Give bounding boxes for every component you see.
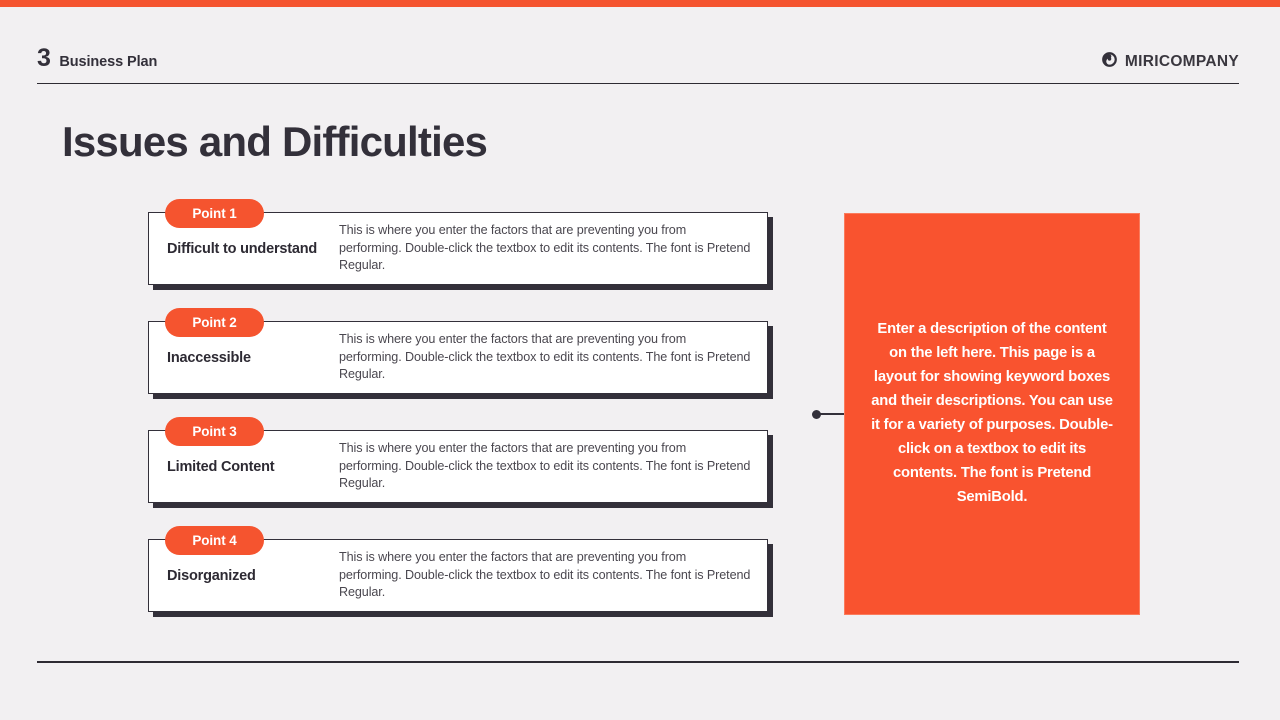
point-description: This is where you enter the factors that are preventing you from performing. Double-click the textbox to edit its contents. The font is Pretend Regular. bbox=[339, 550, 751, 600]
connector-line-group bbox=[812, 408, 846, 420]
slide-header bbox=[37, 44, 1239, 84]
point-label: Disorganized bbox=[167, 567, 256, 584]
point-badge[interactable]: Point 3 bbox=[165, 417, 264, 446]
connector-stem bbox=[819, 413, 846, 415]
point-description: This is where you enter the factors that are preventing you from performing. Double-click the textbox to edit its contents. The font is Pretend Regular. bbox=[339, 441, 751, 491]
top-accent-bar bbox=[0, 0, 1280, 7]
point-label: Difficult to understand bbox=[167, 240, 318, 257]
brand-name: MIRICOMPANY bbox=[1124, 53, 1239, 70]
point-badge[interactable]: Point 4 bbox=[165, 526, 264, 555]
brand-lockup bbox=[1101, 51, 1239, 73]
description-panel-text: Enter a description of the content on the left here. This page is a layout for showing keyword boxes and their descriptions. You can use it for a variety of purposes. Double-click on a textbox to edit its contents. The font is Pretend SemiBold. bbox=[871, 321, 1113, 505]
point-card[interactable] bbox=[148, 424, 772, 508]
footer-divider bbox=[37, 661, 1239, 663]
point-card[interactable] bbox=[148, 206, 772, 290]
point-card[interactable] bbox=[148, 315, 772, 399]
header-left-group bbox=[37, 46, 157, 71]
spiral-circle-logo-icon bbox=[1101, 51, 1118, 73]
point-label: Limited Content bbox=[167, 458, 275, 475]
point-card[interactable] bbox=[148, 533, 772, 617]
page-title: Issues and Difficulties bbox=[62, 118, 488, 165]
point-label: Inaccessible bbox=[167, 349, 251, 366]
section-label: Business Plan bbox=[59, 54, 158, 70]
points-list bbox=[148, 206, 772, 617]
point-description: This is where you enter the factors that are preventing you from performing. Double-click the textbox to edit its contents. The font is Pretend Regular. bbox=[339, 332, 751, 382]
description-panel[interactable] bbox=[844, 213, 1140, 615]
description-panel-wrap bbox=[844, 213, 1140, 615]
page-number: 3 bbox=[37, 44, 51, 72]
point-badge[interactable]: Point 2 bbox=[165, 308, 264, 337]
point-description: This is where you enter the factors that are preventing you from performing. Double-click the textbox to edit its contents. The font is Pretend Regular. bbox=[339, 223, 751, 273]
point-badge[interactable]: Point 1 bbox=[165, 199, 264, 228]
